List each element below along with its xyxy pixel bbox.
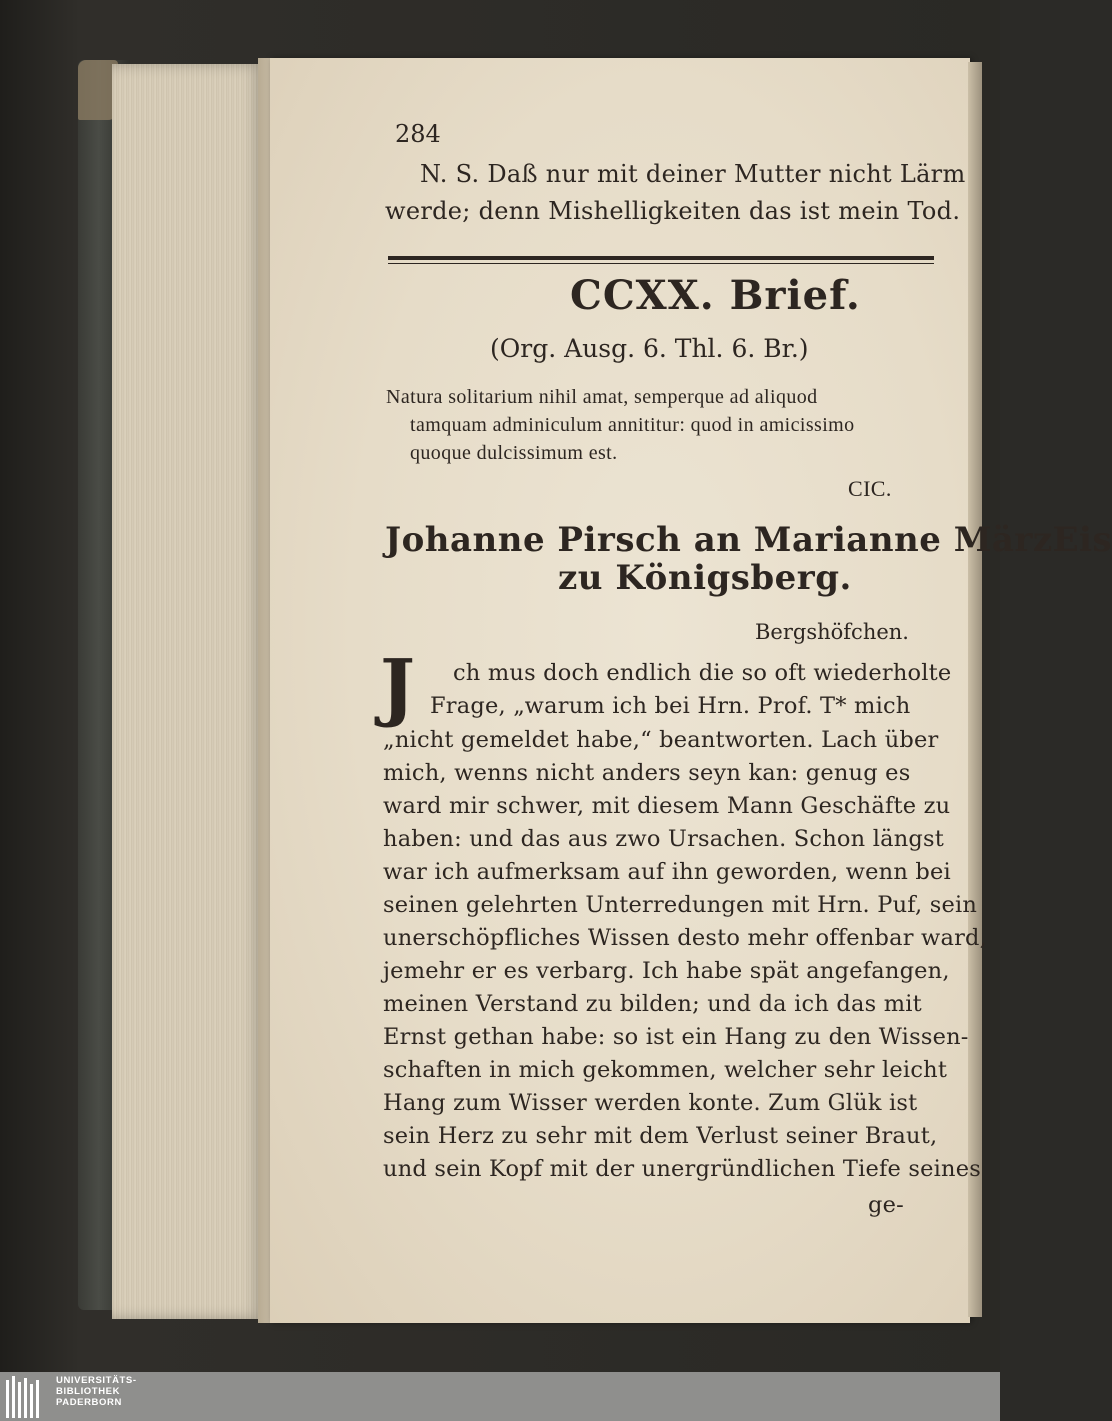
body-line: „nicht gemeldet habe,“ beantworten. Lach über [383, 727, 939, 753]
page-edges [112, 64, 264, 1319]
body-line: sein Herz zu sehr mit dem Verlust seiner Braut, [383, 1123, 938, 1149]
footer-bar [0, 1372, 1000, 1421]
body-line: mich, wenns nicht anders seyn kan: genug es [383, 760, 911, 786]
epigraph-line: Natura solitarium nihil amat, semperque ad aliquod [386, 386, 818, 408]
body-line: haben: und das aus zwo Ursachen. Schon längst [383, 826, 944, 852]
body-line: und sein Kopf mit der unergründlichen Tiefe seines [383, 1156, 981, 1182]
library-name-line: PADERBORN [56, 1397, 122, 1408]
body-line: Hang zum Wisser werden konte. Zum Glük ist [383, 1090, 918, 1116]
body-line: seinen gelehrten Unterredungen mit Hrn. Puf, sein [383, 892, 978, 918]
letter-place: Bergshöfchen. [755, 620, 909, 644]
library-logo-icon [6, 1376, 52, 1418]
body-line: schaften in mich gekommen, welcher sehr leicht [383, 1057, 948, 1083]
epigraph-line: tamquam adminiculum annititur: quod in amicissimo [410, 414, 855, 436]
postscript-line: N. S. Daß nur mit deiner Mutter nicht Lärm [420, 160, 966, 188]
postscript-line: werde; denn Mishelligkeiten das ist mein Tod. [385, 197, 961, 225]
section-rule-thin [388, 263, 934, 264]
body-line: ward mir schwer, mit diesem Mann Geschäfte zu [383, 793, 951, 819]
letter-headline: zu Königsberg. [558, 558, 852, 598]
letter-source: (Org. Ausg. 6. Thl. 6. Br.) [490, 334, 809, 363]
library-name-line: BIBLIOTHEK [56, 1386, 121, 1397]
body-line: jemehr er es verbarg. Ich habe spät angefangen, [383, 958, 950, 984]
epigraph-line: quoque dulcissimum est. [410, 442, 618, 464]
page-number: 284 [395, 120, 441, 148]
body-line: Frage, „warum ich bei Hrn. Prof. T* mich [430, 693, 911, 719]
page-right-edge [968, 62, 982, 1317]
section-rule [388, 256, 934, 260]
body-line: meinen Verstand zu bilden; und da ich das mit [383, 991, 922, 1017]
epigraph-author: CIC. [848, 476, 892, 501]
body-line: war ich aufmerksam auf ihn geworden, wenn bei [383, 859, 951, 885]
letter-headline: Johanne Pirsch an Marianne MärzEis [385, 520, 1112, 560]
drop-capital: J [380, 644, 416, 730]
body-line: unerschöpfliches Wissen desto mehr offenbar ward, [383, 925, 988, 951]
library-name-line: UNIVERSITÄTS- [56, 1375, 137, 1386]
body-line: Ernst gethan habe: so ist ein Hang zu den Wissen- [383, 1024, 969, 1050]
body-line: ch mus doch endlich die so oft wiederholte [453, 660, 952, 686]
letter-title: CCXX. Brief. [570, 272, 861, 319]
catchword: ge- [868, 1192, 904, 1218]
